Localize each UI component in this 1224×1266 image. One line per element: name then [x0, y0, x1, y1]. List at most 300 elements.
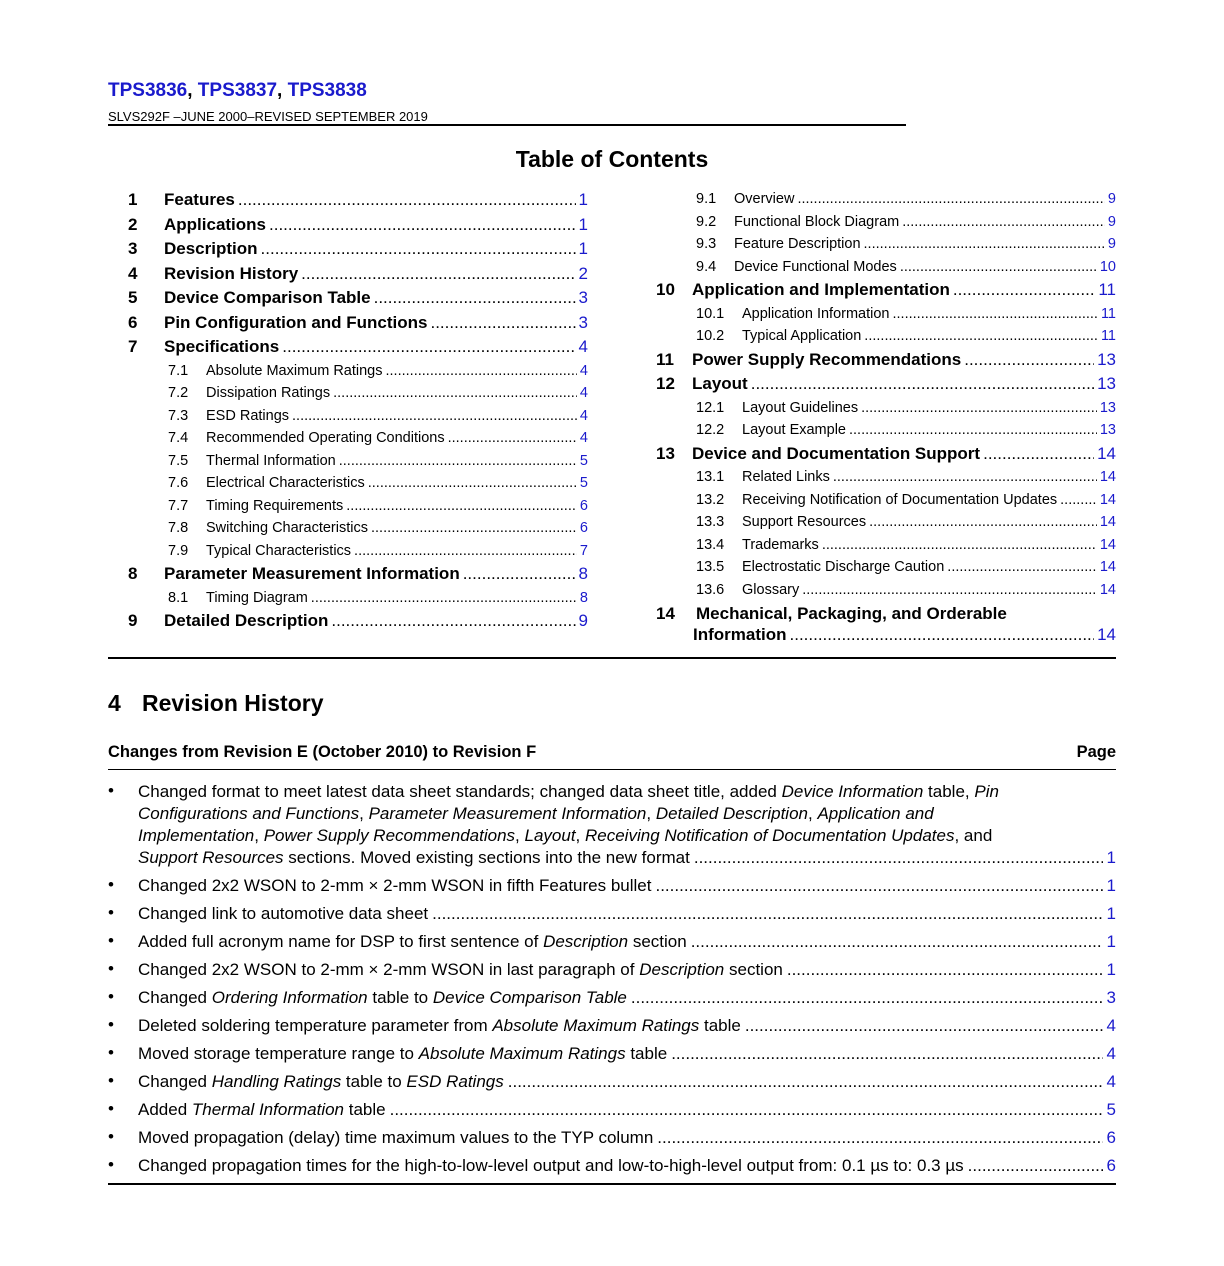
change-item — [108, 1015, 1116, 1037]
toc-subentry[interactable] — [656, 511, 1116, 534]
toc-entry-number: 7.8 — [168, 520, 189, 536]
toc-entry-title: Timing Diagram — [206, 589, 308, 606]
toc-subentry[interactable] — [656, 397, 1116, 420]
change-text: sections. Moved existing sections into the new format — [283, 848, 690, 867]
toc-page-link[interactable]: 1 — [578, 190, 588, 209]
bullet: • — [108, 1043, 114, 1062]
change-line — [138, 959, 1116, 981]
toc-subentry[interactable] — [656, 534, 1116, 557]
toc-entry-number: 11 — [656, 349, 674, 369]
toc-subentry[interactable] — [656, 256, 1116, 279]
toc-page-link[interactable]: 14 — [1097, 443, 1116, 463]
change-page-link[interactable]: 1 — [1106, 960, 1116, 979]
toc-entry[interactable] — [656, 348, 1116, 373]
toc-entry-number: 7.4 — [168, 430, 189, 446]
toc-entry[interactable] — [128, 562, 588, 587]
toc-entry-title: Timing Requirements — [206, 497, 344, 514]
change-line — [138, 1015, 1116, 1037]
toc-entry-number: 12 — [656, 374, 675, 393]
toc-entry-title: Glossary — [742, 581, 800, 598]
change-text-italic: Handling Ratings — [211, 1072, 342, 1091]
toc-page-link[interactable]: 13 — [1097, 349, 1116, 369]
change-text: , — [575, 826, 585, 845]
leader-dots — [261, 237, 576, 262]
leader-dots — [657, 1127, 1102, 1149]
leader-dots — [751, 372, 1094, 397]
leader-dots — [333, 382, 577, 405]
toc-entry-title: Absolute Maximum Ratings — [206, 362, 383, 379]
toc-subentry[interactable] — [656, 556, 1116, 579]
bullet: • — [108, 903, 114, 922]
leader-dots — [631, 987, 1103, 1009]
toc-entry-title: Specifications — [164, 337, 280, 356]
toc-subentry[interactable] — [656, 579, 1116, 602]
toc-subentry[interactable] — [128, 495, 588, 518]
change-text: Changed 2x2 WSON to 2-mm × 2-mm WSON in last paragraph of — [138, 960, 640, 979]
leader-dots — [269, 213, 576, 238]
toc-entry-title: Description — [164, 239, 258, 258]
toc-entry-number: 8.1 — [168, 589, 189, 606]
toc-entry-number: 7.7 — [168, 497, 189, 514]
toc-title: Table of Contents — [515, 146, 709, 172]
toc-subentry[interactable] — [656, 466, 1116, 489]
toc-entry-number: 9.3 — [696, 236, 717, 252]
leader-dots — [508, 1071, 1103, 1093]
bullet: • — [108, 875, 114, 894]
change-item — [108, 903, 1116, 925]
change-text-italic: Absolute Maximum Ratings — [492, 1016, 700, 1035]
toc-page-link[interactable]: 13 — [1097, 374, 1116, 393]
part-link-tps3836[interactable]: TPS3836 — [108, 80, 188, 101]
change-line — [138, 825, 1116, 847]
change-text: table — [699, 1016, 741, 1035]
leader-dots — [797, 188, 1104, 211]
toc-page-link[interactable]: 14 — [1099, 581, 1116, 598]
toc-entry-title: Recommended Operating Conditions — [206, 430, 445, 446]
toc-subentry[interactable] — [128, 472, 588, 495]
toc-entry-title: Applications — [164, 214, 267, 234]
change-line — [138, 987, 1116, 1009]
bullet: • — [108, 1071, 114, 1090]
toc-page-link[interactable]: 14 — [1099, 491, 1116, 508]
toc-subentry[interactable] — [128, 405, 588, 428]
change-page-link[interactable]: 1 — [1106, 876, 1116, 895]
change-text: Deleted soldering temperature parameter from — [138, 1016, 493, 1035]
leader-dots — [822, 534, 1097, 557]
toc-entry-title: Receiving Notification of Documentation Updates — [742, 491, 1058, 508]
toc-page-link[interactable]: 11 — [1100, 328, 1116, 344]
toc-page-link[interactable]: 5 — [579, 452, 588, 469]
toc-page-link[interactable]: 9 — [578, 611, 588, 630]
leader-dots — [900, 256, 1097, 279]
change-text: Added — [138, 1100, 192, 1119]
toc-entry[interactable] — [128, 609, 588, 634]
change-line — [138, 1043, 1116, 1065]
toc-entry-title: Typical Application — [742, 328, 862, 344]
toc-page-link[interactable]: 3 — [578, 312, 588, 332]
toc-page-link[interactable]: 10 — [1099, 258, 1116, 275]
leader-dots — [346, 495, 577, 518]
change-page-link[interactable]: 1 — [1106, 932, 1116, 951]
leader-dots — [694, 847, 1103, 869]
changes-label: Changes from Revision E (October 2010) to Revision F — [108, 743, 537, 761]
toc-page-link[interactable]: 2 — [578, 263, 588, 283]
toc-entry-number: 10.1 — [696, 305, 725, 322]
toc-entry-number: 7.3 — [168, 407, 189, 424]
toc-page-link[interactable]: 14 — [1099, 559, 1116, 575]
change-text-italic: Detailed Description — [655, 804, 808, 823]
section-divider — [108, 657, 1116, 659]
toc-entry-number: 4 — [128, 263, 138, 283]
change-item — [108, 1155, 1116, 1177]
change-text: Changed 2x2 WSON to 2-mm × 2-mm WSON in fifth Features bullet — [138, 876, 652, 895]
toc-entry-title: Parameter Measurement Information — [164, 564, 460, 583]
toc-entry-number: 7.9 — [168, 542, 189, 559]
changes-header — [108, 743, 1116, 762]
toc-entry[interactable] — [128, 237, 588, 262]
change-page-link[interactable]: 5 — [1106, 1100, 1116, 1119]
change-line — [138, 1155, 1116, 1177]
change-item — [108, 1043, 1116, 1065]
change-text: table to — [367, 988, 433, 1007]
change-text: , — [359, 804, 369, 823]
toc-entry-title: Trademarks — [742, 536, 819, 553]
toc-entry[interactable] — [128, 286, 588, 311]
change-text-italic: Power Supply Recommendations — [263, 826, 516, 845]
toc-entry-title: Overview — [734, 191, 795, 207]
changes-header-divider — [108, 769, 1116, 770]
toc-entry-title: ESD Ratings — [206, 407, 290, 424]
toc-page-link[interactable]: 6 — [579, 497, 588, 514]
toc-page-link[interactable]: 9 — [1107, 236, 1116, 252]
change-page-link[interactable]: 4 — [1106, 1072, 1116, 1091]
toc-page-link[interactable]: 9 — [1107, 191, 1116, 207]
change-text: Moved storage temperature range to — [138, 1044, 419, 1063]
toc-entry-number: 1 — [128, 190, 138, 209]
toc-entry-title-cont: Information — [693, 625, 787, 644]
change-item — [108, 987, 1116, 1009]
change-text-italic: Absolute Maximum Ratings — [418, 1044, 626, 1063]
toc-entry-title: Related Links — [742, 469, 830, 485]
toc-entry-number: 7.6 — [168, 475, 189, 491]
change-item — [108, 875, 1116, 897]
leader-dots — [861, 397, 1097, 420]
change-text-italic: Receiving Notification of Documentation Updates — [585, 826, 955, 845]
change-text: Changed link to automotive data sheet — [138, 904, 429, 923]
toc-subentry[interactable] — [128, 540, 588, 563]
toc-left-column — [128, 188, 588, 634]
change-item — [108, 931, 1116, 953]
leader-dots — [368, 472, 577, 495]
toc-page-link[interactable]: 8 — [579, 589, 588, 606]
change-text-italic: Device Comparison Table — [432, 988, 627, 1007]
change-text: table — [625, 1044, 668, 1063]
change-text: section — [724, 960, 783, 979]
toc-entry-number: 9.1 — [696, 191, 717, 207]
toc-entry-title: Detailed Description — [164, 611, 329, 630]
toc-entry-number: 9.2 — [696, 213, 717, 230]
toc-subentry[interactable] — [656, 325, 1116, 348]
change-text: Added full acronym name for DSP to first sentence of — [138, 932, 544, 951]
toc-entry-title: Pin Configuration and Functions — [164, 312, 428, 332]
toc-entry-number: 7.2 — [168, 385, 189, 401]
bullet: • — [108, 781, 114, 800]
toc-entry-number: 8 — [128, 564, 138, 583]
toc-entry-title: Application Information — [742, 305, 890, 322]
toc-page-link[interactable]: 14 — [1099, 536, 1116, 553]
toc-subentry[interactable] — [128, 517, 588, 540]
toc-entry-title: Revision History — [164, 263, 299, 283]
toc-entry[interactable] — [656, 442, 1116, 467]
toc-entry[interactable] — [128, 213, 588, 238]
toc-entry-title: Features — [164, 190, 235, 209]
change-text-italic: Support Resources — [138, 848, 284, 867]
leader-dots — [354, 540, 577, 563]
change-line — [138, 931, 1116, 953]
toc-page-link[interactable]: 1 — [578, 239, 588, 258]
leader-dots — [864, 233, 1105, 256]
change-text: Changed format to meet latest data sheet standards; changed data sheet title, added — [138, 782, 782, 801]
toc-subentry[interactable] — [656, 489, 1116, 512]
change-text: , — [646, 804, 656, 823]
leader-dots — [745, 1015, 1103, 1037]
change-page-link[interactable]: 3 — [1106, 988, 1116, 1007]
toc-entry-number: 5 — [128, 288, 138, 307]
toc-entry-number: 2 — [128, 214, 138, 234]
toc-entry-title: Switching Characteristics — [206, 520, 368, 536]
change-text-italic: Device Information — [781, 782, 924, 801]
change-text: section — [628, 932, 687, 951]
toc-page-link[interactable]: 8 — [578, 564, 588, 583]
change-item — [108, 959, 1116, 981]
change-text: Changed — [138, 1072, 212, 1091]
toc-subentry[interactable] — [656, 233, 1116, 256]
bullet: • — [108, 1015, 114, 1034]
toc-page-link[interactable]: 11 — [1098, 280, 1116, 299]
toc-entry[interactable] — [656, 601, 1116, 645]
leader-dots — [331, 609, 575, 634]
change-item — [108, 781, 1116, 869]
toc-subentry[interactable] — [128, 450, 588, 473]
toc-entry-title: Application and Implementation — [692, 280, 950, 299]
toc-page-link[interactable]: 3 — [578, 288, 588, 307]
toc-entry-number: 6 — [128, 312, 138, 332]
toc-page-link[interactable]: 14 — [1099, 514, 1116, 530]
section-number: 4 — [108, 690, 121, 716]
toc-entry-title: Thermal Information — [206, 452, 336, 469]
toc-entry-number: 13.5 — [696, 559, 725, 575]
leader-dots — [463, 562, 576, 587]
toc-subentry[interactable] — [128, 427, 588, 450]
toc-entry[interactable] — [656, 372, 1116, 397]
toc-entry-number: 14 — [656, 604, 675, 623]
toc-subentry[interactable] — [656, 188, 1116, 211]
leader-dots — [947, 556, 1097, 579]
part-separator: , — [277, 80, 283, 101]
toc-entry-title: Mechanical, Packaging, and Orderable — [696, 604, 1007, 623]
leader-dots — [953, 278, 1095, 303]
change-text: , — [254, 826, 264, 845]
part-link-tps3837[interactable]: TPS3837 — [197, 80, 278, 101]
toc-entry-title: Support Resources — [742, 514, 867, 530]
change-line — [138, 1099, 1116, 1121]
toc-entry-title: Feature Description — [734, 236, 861, 252]
leader-dots — [311, 587, 577, 610]
toc-entry[interactable] — [128, 311, 588, 336]
toc-entry-title: Device and Documentation Support — [692, 443, 981, 463]
change-text-italic: Ordering Information — [211, 988, 368, 1007]
toc-entry-title: Layout Example — [742, 422, 846, 438]
section-title: Revision History — [142, 690, 324, 716]
toc-entry-number: 13 — [656, 443, 675, 463]
revision-history-heading — [108, 690, 324, 717]
toc-entry-number: 13.6 — [696, 581, 725, 598]
change-item — [108, 1071, 1116, 1093]
toc-entry-number: 13.2 — [696, 491, 725, 508]
leader-dots — [671, 1043, 1102, 1065]
change-page-link[interactable]: 4 — [1106, 1016, 1116, 1035]
toc-subentry[interactable] — [656, 419, 1116, 442]
toc-subentry[interactable] — [128, 360, 588, 383]
toc-entry[interactable] — [128, 335, 588, 360]
change-text: Moved propagation (delay) time maximum values to the TYP column — [138, 1128, 654, 1147]
change-item — [108, 1127, 1116, 1149]
leader-dots — [448, 427, 577, 450]
toc-entry-title: Functional Block Diagram — [734, 213, 900, 230]
leader-dots — [374, 286, 576, 311]
toc-page-link[interactable]: 7 — [579, 542, 588, 559]
header-divider — [108, 124, 906, 126]
toc-entry-number: 13.3 — [696, 514, 725, 530]
toc-subentry[interactable] — [128, 382, 588, 405]
toc-entry[interactable] — [128, 188, 588, 213]
change-text: , — [807, 804, 818, 823]
leader-dots — [691, 931, 1103, 953]
change-list — [108, 781, 1116, 1177]
toc-page-link[interactable]: 13 — [1099, 422, 1116, 438]
toc-page-link[interactable]: 4 — [579, 407, 588, 424]
change-text: Changed propagation times for the high-to-low-level output and low-to-high-level output from: 0.1 µs to: 0.3 µs — [138, 1156, 964, 1175]
part-link-tps3838[interactable]: TPS3838 — [287, 80, 367, 101]
toc-page-link[interactable]: 4 — [578, 337, 588, 356]
toc-entry-title: Device Functional Modes — [734, 258, 897, 275]
change-text-italic: Thermal Information — [191, 1100, 345, 1119]
toc-entry-number: 7 — [128, 337, 138, 356]
toc-page-link[interactable]: 11 — [1100, 305, 1116, 322]
leader-dots — [386, 360, 577, 383]
toc-page-link[interactable]: 4 — [579, 430, 588, 446]
toc-entry-title: Layout — [692, 374, 748, 393]
toc-page-link[interactable]: 5 — [579, 475, 588, 491]
bullet: • — [108, 959, 114, 978]
toc-page-link[interactable]: 6 — [579, 520, 588, 536]
change-line — [138, 903, 1116, 925]
change-item — [108, 1099, 1116, 1121]
change-line — [138, 1127, 1116, 1149]
leader-dots — [964, 348, 1094, 373]
toc-subentry[interactable] — [656, 211, 1116, 234]
leader-dots — [833, 466, 1097, 489]
toc-entry-title: Power Supply Recommendations — [692, 349, 962, 369]
toc-entry-title: Electrical Characteristics — [206, 475, 365, 491]
change-text-italic: Description — [543, 932, 629, 951]
change-page-link[interactable]: 6 — [1106, 1128, 1116, 1147]
change-page-link[interactable]: 1 — [1106, 848, 1116, 867]
change-page-link[interactable]: 6 — [1106, 1156, 1116, 1175]
leader-dots — [864, 325, 1098, 348]
change-text-italic: Layout — [524, 826, 576, 845]
toc-entry-title: Device Comparison Table — [164, 288, 371, 307]
change-line — [138, 847, 1116, 869]
change-page-link[interactable]: 4 — [1106, 1044, 1116, 1063]
change-text-italic: Implementation — [138, 826, 255, 845]
leader-dots — [849, 419, 1097, 442]
toc-entry-number: 3 — [128, 239, 138, 258]
leader-dots — [390, 1099, 1103, 1121]
change-page-link[interactable]: 1 — [1106, 904, 1116, 923]
toc-entry-title: Typical Characteristics — [206, 542, 352, 559]
leader-dots — [1060, 489, 1097, 512]
toc-page-link[interactable]: 14 — [1099, 469, 1116, 485]
change-text: table, — [923, 782, 975, 801]
leader-dots — [339, 450, 577, 473]
bullet: • — [108, 1127, 114, 1146]
toc-page-link[interactable]: 14 — [1097, 625, 1116, 644]
change-text: table to — [341, 1072, 407, 1091]
page-column-label: Page — [1076, 743, 1116, 761]
toc-entry[interactable] — [656, 278, 1116, 303]
toc-page-link[interactable]: 13 — [1099, 399, 1116, 416]
part-separator: , — [187, 80, 193, 101]
change-line — [138, 803, 1116, 825]
change-line — [138, 1071, 1116, 1093]
leader-dots — [869, 511, 1097, 534]
toc-entry-number: 10.2 — [696, 328, 725, 344]
toc-entry-number: 9 — [128, 611, 138, 630]
leader-dots — [790, 624, 1095, 645]
toc-entry-number: 12.2 — [696, 422, 725, 438]
change-text-italic: Description — [639, 960, 725, 979]
change-text-italic: ESD Ratings — [406, 1072, 504, 1091]
change-line — [138, 781, 1116, 803]
leader-dots — [655, 875, 1102, 897]
document-part-numbers — [108, 80, 367, 102]
bullet: • — [108, 1155, 114, 1174]
leader-dots — [301, 262, 575, 287]
change-text-italic: Application and — [817, 804, 934, 823]
toc-entry-title: Dissipation Ratings — [206, 385, 331, 401]
toc-entry-number: 13.1 — [696, 469, 725, 485]
toc-entry-number: 12.1 — [696, 399, 725, 416]
toc-entry-number: 10 — [656, 280, 675, 299]
toc-entry-title: Layout Guidelines — [742, 399, 859, 416]
footer-divider — [108, 1183, 1116, 1185]
change-text: , and — [954, 826, 993, 845]
toc-page-link[interactable]: 1 — [578, 214, 588, 234]
toc-entry-number: 7.5 — [168, 452, 189, 469]
toc-subentry[interactable] — [656, 303, 1116, 326]
toc-entry[interactable] — [128, 262, 588, 287]
change-text: , — [515, 826, 525, 845]
leader-dots — [787, 959, 1103, 981]
toc-entry-number: 13.4 — [696, 536, 725, 553]
toc-page-link[interactable]: 4 — [579, 362, 588, 379]
toc-page-link[interactable]: 9 — [1107, 213, 1116, 230]
toc-subentry[interactable] — [128, 587, 588, 610]
toc-page-link[interactable]: 4 — [579, 385, 588, 401]
change-text: table — [344, 1100, 386, 1119]
change-text-italic: Parameter Measurement Information — [368, 804, 647, 823]
